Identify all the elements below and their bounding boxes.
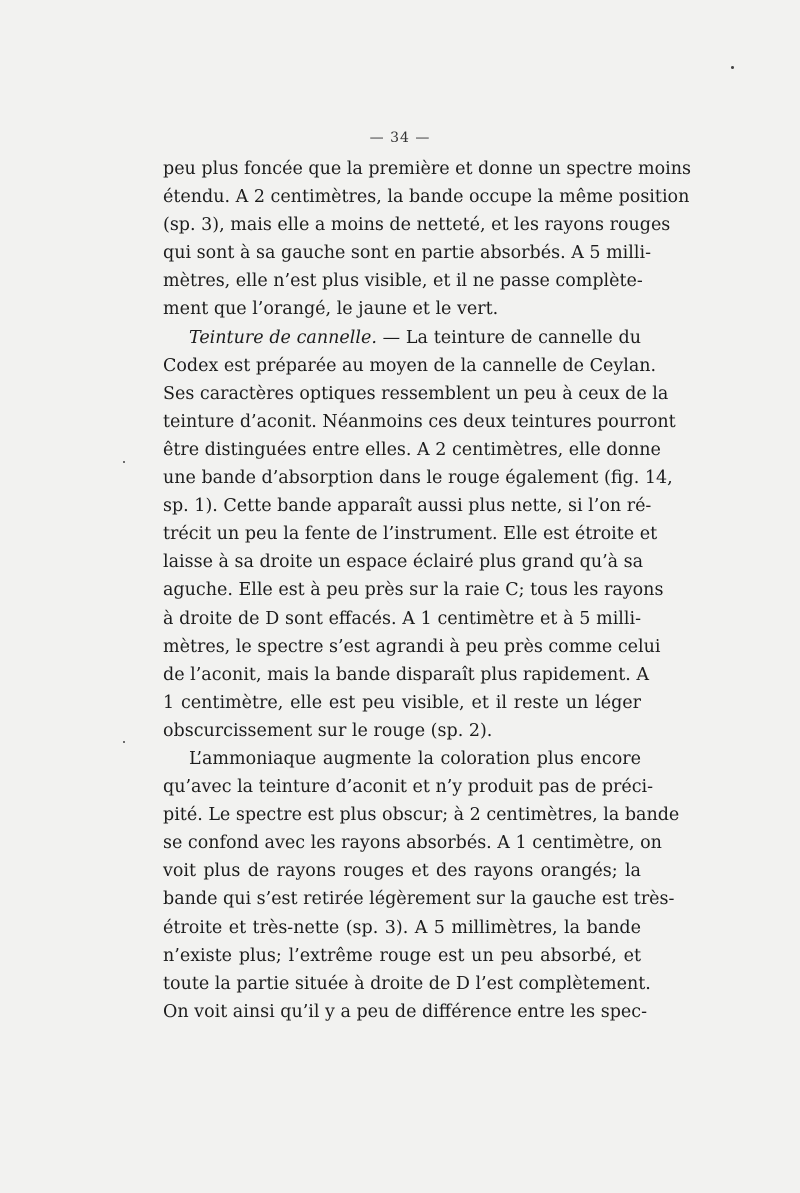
paper-speck <box>731 66 734 69</box>
text-line: n’existe plus; l’extrême rouge est un peu absorbé, et <box>163 945 641 966</box>
text-line: étroite et très-nette (sp. 3). A 5 millimètres, la bande <box>163 917 641 938</box>
text-line: peu plus foncée que la première et donne un spectre moins <box>163 159 691 179</box>
text-line: Ses caractères optiques ressemblent un peu à ceux de la <box>163 383 669 404</box>
text-line: à droite de D sont effacés. A 1 centimètre et à 5 milli- <box>163 608 641 629</box>
page-number: — 34 — <box>369 130 431 146</box>
text-line: voit plus de rayons rouges et des rayons orangés; la <box>163 861 641 882</box>
text-line: obscurcissement sur le rouge (sp. 2). <box>163 720 493 741</box>
text-line: trécit un peu la fente de l’instrument. Elle est étroite et <box>163 524 658 545</box>
text-line: de l’aconit, mais la bande disparaît plus rapidement. A <box>163 664 650 685</box>
text-line: teinture d’aconit. Néanmoins ces deux teintures pourront <box>163 411 676 432</box>
text-line: aguche. Elle est à peu près sur la raie C; tous les rayons <box>163 580 664 601</box>
paper-speck <box>123 461 125 463</box>
text-line: être distinguées entre elles. A 2 centimètres, elle donne <box>163 439 661 460</box>
text-line: ment que l’orangé, le jaune et le vert. <box>163 299 499 320</box>
text-line: se confond avec les rayons absorbés. A 1 centimètre, on <box>163 833 662 854</box>
text-line: (sp. 3), mais elle a moins de netteté, et les rayons rouges <box>163 215 671 236</box>
text-line: mètres, elle n’est plus visible, et il ne passe complète- <box>163 271 643 292</box>
paper-speck <box>123 741 125 743</box>
text-line: On voit ainsi qu’il y a peu de différence entre les spec- <box>163 1001 647 1022</box>
text-line: qui sont à sa gauche sont en partie absorbés. A 5 milli- <box>163 243 651 264</box>
text-line: laisse à sa droite un espace éclairé plus grand qu’à sa <box>163 552 644 573</box>
text-line: 1 centimètre, elle est peu visible, et il reste un léger <box>163 692 641 713</box>
text-line: une bande d’absorption dans le rouge également (fig. 14, <box>163 468 673 489</box>
text-line: étendu. A 2 centimètres, la bande occupe la même position <box>163 187 690 208</box>
text-line: Codex est préparée au moyen de la cannelle de Ceylan. <box>163 355 657 376</box>
text-line: pité. Le spectre est plus obscur; à 2 centimètres, la bande <box>163 805 680 826</box>
text-line: sp. 1). Cette bande apparaît aussi plus nette, si l’on ré- <box>163 496 652 517</box>
text-line: toute la partie située à droite de D l’est complètement. <box>163 973 651 994</box>
body-text <box>163 155 691 1026</box>
text-line: La teinture de cannelle du <box>405 327 641 348</box>
text-line: qu’avec la teinture d’aconit et n’y produit pas de préci- <box>163 777 654 798</box>
text-line: L’ammoniaque augmente la coloration plus encore <box>189 748 641 769</box>
section-heading-line <box>163 324 641 352</box>
text-line: mètres, le spectre s’est agrandi à peu près comme celui <box>163 636 661 657</box>
text-line: bande qui s’est retirée légèrement sur la gauche est très- <box>163 889 675 910</box>
section-heading: Teinture de cannelle. — <box>189 327 401 348</box>
